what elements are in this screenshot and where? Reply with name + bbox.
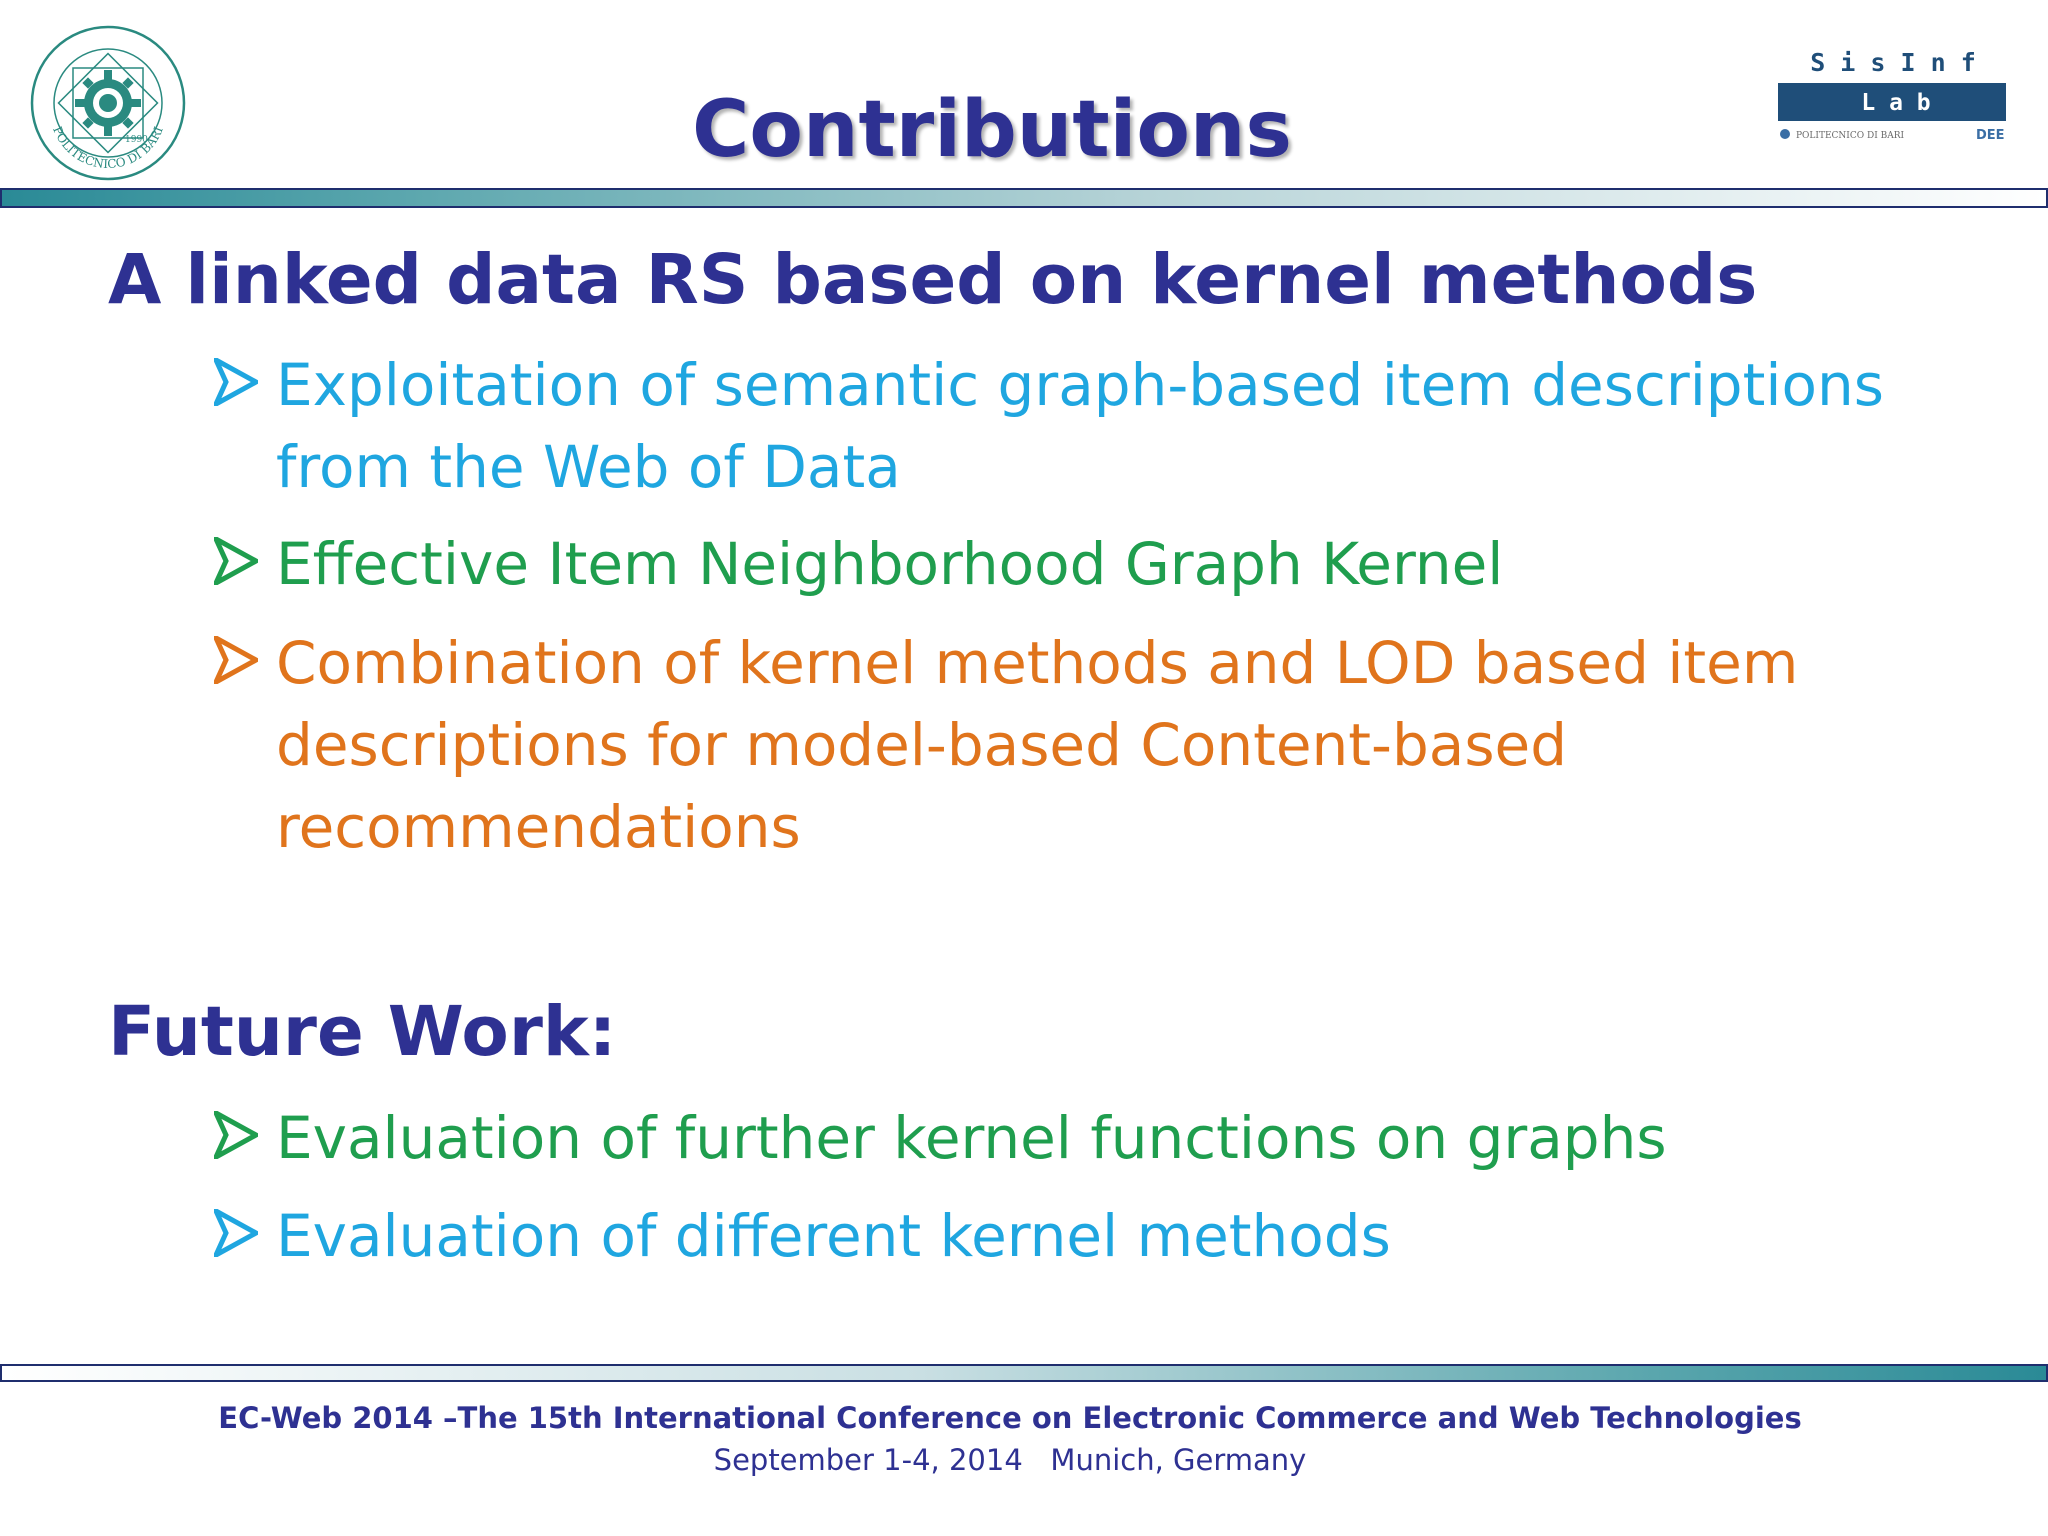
logo-line2: L a b — [1861, 90, 1931, 116]
arrowhead-bullet-icon — [214, 622, 276, 688]
slide-title: Contributions — [692, 85, 1292, 175]
footer-divider — [0, 1364, 2048, 1382]
bullet-item — [214, 1195, 1914, 1277]
logo-badge: DEE — [1976, 128, 2005, 143]
logo-line1: S i s I n f — [1810, 48, 1976, 77]
bullet-text: Evaluation of different kernel methods — [276, 1202, 1391, 1270]
arrowhead-bullet-icon — [214, 344, 276, 410]
section-heading-future-work: Future Work: — [108, 992, 617, 1072]
bullet-text: Exploitation of semantic graph-based item descriptions from the Web of Data — [276, 351, 1884, 501]
arrowhead-bullet-icon — [214, 523, 276, 589]
bullet-text: Combination of kernel methods and LOD based item descriptions for model-based Content-based recommendations — [276, 629, 1799, 861]
sisinf-lab-logo-icon — [1778, 47, 2008, 147]
bullet-item — [214, 523, 1914, 605]
seal-year: 1990 — [125, 135, 148, 145]
arrowhead-bullet-icon — [214, 1195, 276, 1261]
section-heading-contributions: A linked data RS based on kernel methods — [108, 240, 1758, 320]
bullet-item — [214, 1097, 1914, 1179]
footer-conference: EC-Web 2014 –The 15th International Conference on Electronic Commerce and Web Technologies — [218, 1401, 1802, 1435]
bullet-text: Effective Item Neighborhood Graph Kernel — [276, 530, 1504, 598]
seal-name: POLITECNICO DI BARI — [50, 124, 166, 172]
footer-date-location: September 1-4, 2014 Munich, Germany — [713, 1443, 1307, 1477]
arrowhead-bullet-icon — [214, 1097, 276, 1163]
header-divider — [0, 188, 2048, 208]
bullet-item — [214, 344, 1914, 508]
logo-caption: POLITECNICO DI BARI — [1796, 131, 1905, 141]
bullet-item — [214, 622, 1914, 868]
bullet-text: Evaluation of further kernel functions on graphs — [276, 1104, 1667, 1172]
